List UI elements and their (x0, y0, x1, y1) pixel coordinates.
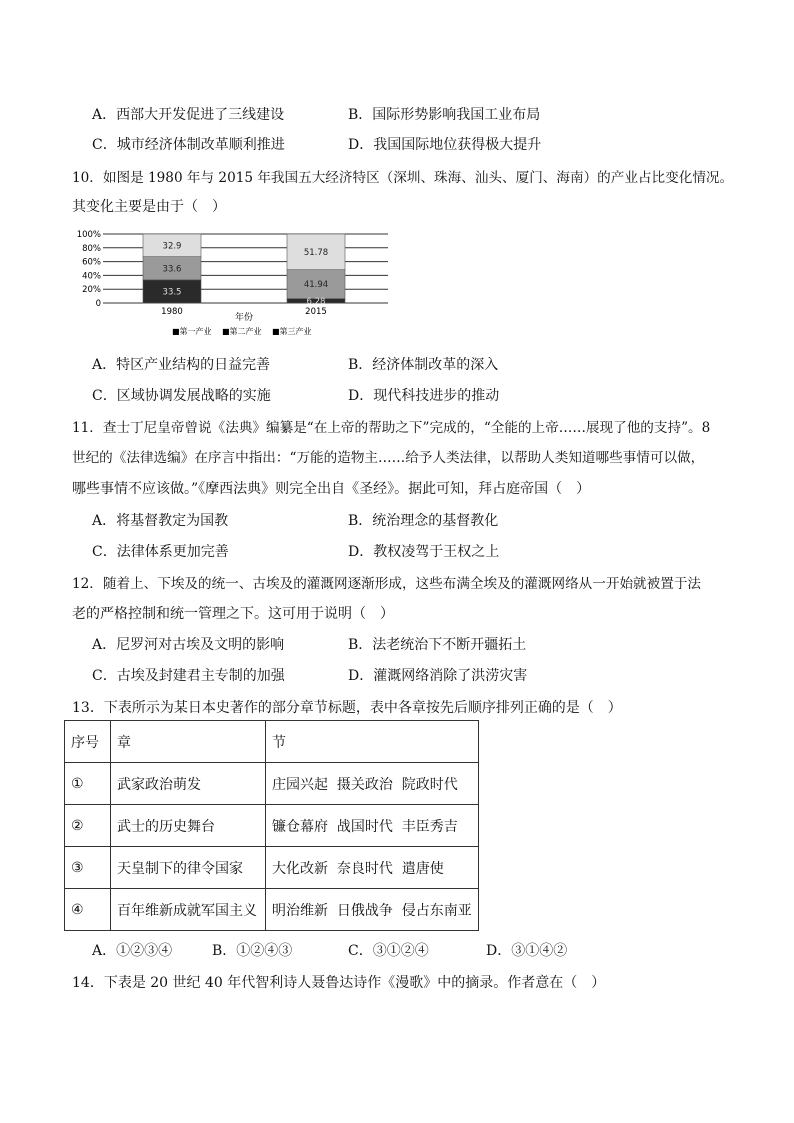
q13-table (64, 720, 479, 931)
table-row (65, 847, 479, 889)
table-cell: 明治维新 日俄战争 侵占东南亚 (266, 889, 479, 931)
q13-option-d: D．③①④② (486, 943, 568, 959)
q12-option-a: A．尼罗河对古埃及文明的影响 (92, 637, 285, 653)
table-cell: ③ (65, 847, 111, 889)
q9-option-c: C．城市经济体制改革顺利推进 (92, 137, 285, 153)
table-header-row (65, 721, 479, 763)
table-header-cell: 章 (111, 721, 266, 763)
chart-x-label: 年份 (234, 313, 254, 323)
q13-stem: 13．下表所示为某日本史著作的部分章节标题，表中各章按先后顺序排列正确的是（ ） (72, 700, 622, 716)
q11-stem-line1: 11．查士丁尼皇帝曾说《法典》编纂是“在上帝的帮助之下”完成的，“全能的上帝……展现了他的支持”。8 (72, 420, 711, 436)
y-tick-label: 40% (82, 271, 101, 282)
table-cell: 大化改新 奈良时代 遣唐使 (266, 847, 479, 889)
table-row (65, 805, 479, 847)
y-tick-label: 100% (76, 230, 101, 240)
table-header-cell: 节 (266, 721, 479, 763)
x-tick-label: 1980 (161, 307, 183, 317)
bar-data-label: 6.28 (306, 296, 326, 307)
x-tick-label: 2015 (305, 307, 327, 317)
q12-stem-line2: 老的严格控制和统一管理之下。这可用于说明（ ） (72, 606, 394, 622)
table-cell: ② (65, 805, 111, 847)
table-cell: ④ (65, 889, 111, 931)
bar-data-label: 32.9 (162, 241, 182, 252)
q10-option-c: C．区域协调发展战略的实施 (92, 388, 271, 404)
q11-option-c: C．法律体系更加完善 (92, 544, 229, 560)
industry-share-chart (66, 222, 396, 340)
legend-entry: ■第三产业 (272, 327, 312, 336)
bar-data-label: 33.5 (162, 287, 182, 298)
q12-option-c: C．古埃及封建君主专制的加强 (92, 668, 285, 684)
y-tick-label: 0 (95, 299, 101, 309)
table-cell: 庄园兴起 摄关政治 院政时代 (266, 763, 479, 805)
q10-stem-line1: 10．如图是 1980 年与 2015 年我国五大经济特区（深圳、珠海、汕头、厦门、海南）的产业占比变化情况。 (72, 170, 734, 186)
q13-option-b: B．①②④③ (212, 943, 293, 959)
legend-entry: ■第一产业 (172, 327, 212, 336)
table-cell: ① (65, 763, 111, 805)
q10-option-b: B．经济体制改革的深入 (348, 357, 499, 373)
q9-option-a: A．西部大开发促进了三线建设 (92, 107, 285, 123)
y-tick-label: 60% (82, 257, 101, 268)
bar-data-label: 51.78 (303, 247, 329, 258)
q10-stem-line2: 其变化主要是由于（ ） (72, 199, 226, 215)
q12-option-d: D．灌溉网络消除了洪涝灾害 (348, 668, 528, 684)
table-cell: 百年维新成就军国主义 (111, 889, 266, 931)
q11-stem-line2: 世纪的《法律选编》在序言中指出：“万能的造物主……给予人类法律，以帮助人类知道哪些事情可以做， (72, 450, 705, 466)
y-tick-label: 20% (82, 285, 101, 296)
q9-option-d: D．我国国际地位获得极大提升 (348, 137, 542, 153)
y-tick-label: 80% (82, 243, 101, 254)
chart-legend (172, 326, 312, 336)
q10-option-d: D．现代科技进步的推动 (348, 388, 500, 404)
table-cell: 镰仓幕府 战国时代 丰臣秀吉 (266, 805, 479, 847)
q13-option-c: C．③①②④ (348, 943, 429, 959)
q11-option-a: A．将基督教定为国教 (92, 513, 229, 529)
legend-entry: ■第二产业 (222, 327, 262, 336)
bar-data-label: 41.94 (303, 280, 329, 291)
q9-option-b: B．国际形势影响我国工业布局 (348, 107, 541, 123)
q11-stem-line3: 哪些事情不应该做。”《摩西法典》则完全出自《圣经》。据此可知，拜占庭帝国（ ） (72, 481, 591, 497)
table-row (65, 763, 479, 805)
q11-option-d: D．教权凌驾于王权之上 (348, 544, 500, 560)
q14-stem: 14．下表是 20 世纪 40 年代智利诗人聂鲁达诗作《漫歌》中的摘录。作者意在（ ） (72, 975, 606, 991)
q12-stem-line1: 12．随着上、下埃及的统一、古埃及的灌溉网逐渐形成，这些布满全埃及的灌溉网络从一开始就被置于法 (72, 576, 702, 592)
table-cell: 武家政治萌发 (111, 763, 266, 805)
bar-data-label: 33.6 (162, 264, 182, 275)
q13-option-a: A．①②③④ (92, 943, 173, 959)
table-cell: 天皇制下的律令国家 (111, 847, 266, 889)
chart-y-ticks (77, 230, 101, 309)
q10-option-a: A．特区产业结构的日益完善 (92, 357, 271, 373)
q12-option-b: B．法老统治下不断开疆拓土 (348, 637, 527, 653)
table-cell: 武士的历史舞台 (111, 805, 266, 847)
table-row (65, 889, 479, 931)
table-header-cell: 序号 (65, 721, 111, 763)
q11-option-b: B．统治理念的基督教化 (348, 513, 499, 529)
